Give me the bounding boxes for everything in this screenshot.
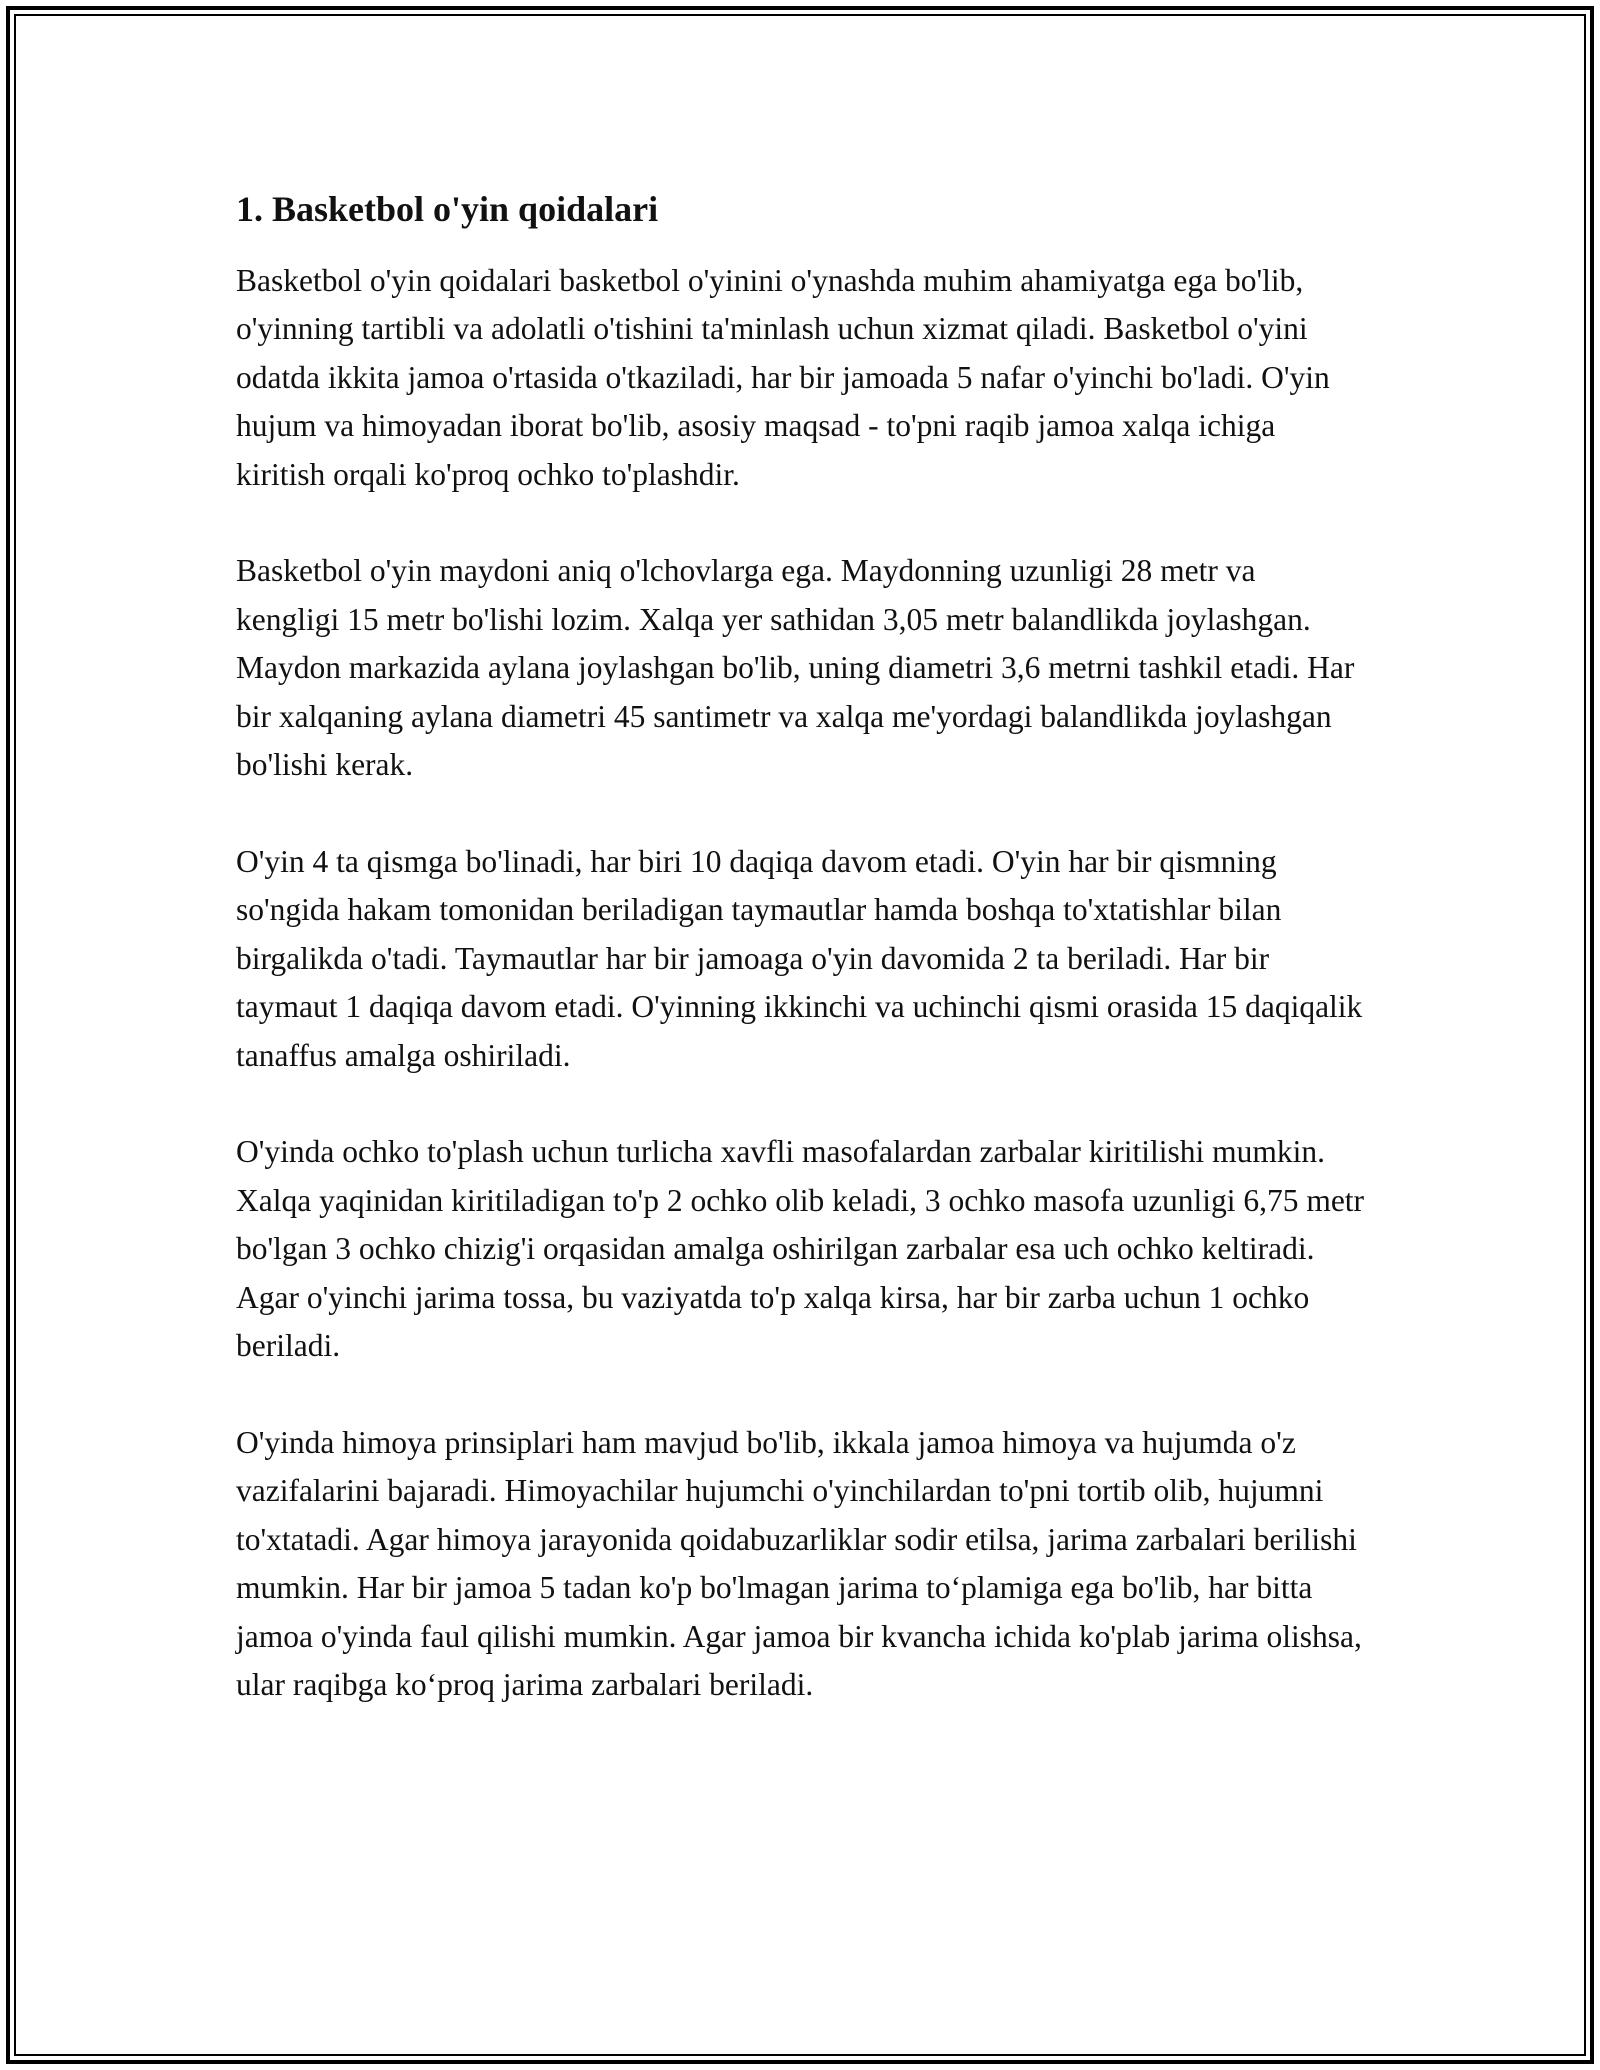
document-body [236,186,1366,1758]
paragraph-scoring: O'yinda ochko to'plash uchun turlicha xavfli masofalardan zarbalar kiritilishi mumkin. Xalqa yaqinidan kiritiladigan to'p 2 ochko olib keladi, 3 ochko masofa uzunligi 6,75 metr bo'lgan 3 ochko chizig'i orqasidan amalga oshirilgan zarbalar esa uch ochko keltiradi. Agar o'yinchi jarima tossa, bu vaziyatda to'p xalqa kirsa, har bir zarba uchun 1 ochko beriladi. [236,1134,1365,1364]
section-heading: 1. Basketbol o'yin qoidalari [236,189,659,229]
paragraph-game-periods: O'yin 4 ta qismga bo'linadi, har biri 10 daqiqa davom etadi. O'yin har bir qismning so'ngida hakam tomonidan beriladigan taymautlar hamda boshqa to'xtatishlar bilan birgalikda o'tadi. Taymautlar har bir jamoaga o'yin davomida 2 ta beriladi. Har bir taymaut 1 daqiqa davom etadi. O'yinning ikkinchi va uchinchi qismi orasida 15 daqiqalik tanaffus amalga oshiriladi. [236,843,1363,1073]
paragraph-intro: Basketbol o'yin qoidalari basketbol o'yinini o'ynashda muhim ahamiyatga ega bo'lib, o'yinning tartibli va adolatli o'tishini ta'minlash uchun xizmat qiladi. Basketbol o'yini odatda ikkita jamoa o'rtasida o'tkaziladi, har bir jamoada 5 nafar o'yinchi bo'ladi. O'yin hujum va himoyadan iborat bo'lib, asosiy maqsad - to'pni raqib jamoa xalqa ichiga kiritish orqali ko'proq ochko to'plashdir. [236,262,1330,492]
paragraph-court-dimensions: Basketbol o'yin maydoni aniq o'lchovlarga ega. Maydonning uzunligi 28 metr va kengligi 15 metr bo'lishi lozim. Xalqa yer sathidan 3,05 metr balandlikda joylashgan. Maydon markazida aylana joylashgan bo'lib, uning diametri 3,6 metrni tashkil etadi. Har bir xalqaning aylana diametri 45 santimetr va xalqa me'yordagi balandlikda joylashgan bo'lishi kerak. [236,553,1355,783]
paragraph-defense-fouls: O'yinda himoya prinsiplari ham mavjud bo'lib, ikkala jamoa himoya va hujumda o'z vazifalarini bajaradi. Himoyachilar hujumchi o'yinchilardan to'pni tortib olib, hujumni to'xtatadi. Agar himoya jarayonida qoidabuzarliklar sodir etilsa, jarima zarbalari berilishi mumkin. Har bir jamoa 5 tadan ko'p bo'lmagan jarima to‘plamiga ega bo'lib, har bitta jamoa o'yinda faul qilishi mumkin. Agar jamoa bir kvancha ichida ko'plab jarima olishsa, ular raqibga ko‘proq jarima zarbalari beriladi. [236,1424,1362,1703]
